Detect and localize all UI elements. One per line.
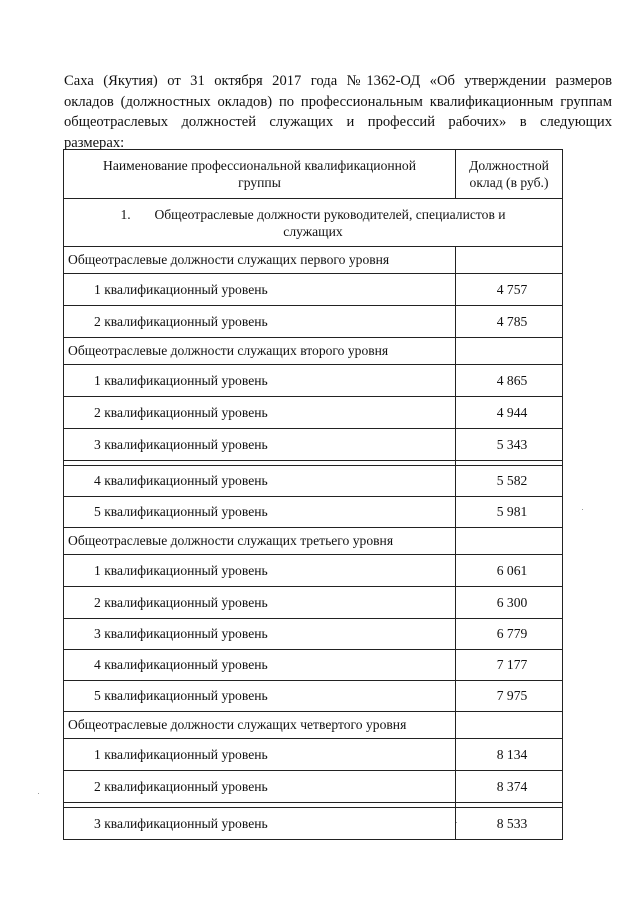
group-title: Общеотраслевые должности служащих первого уровня xyxy=(64,247,456,274)
table-row xyxy=(64,771,563,803)
salary-table xyxy=(63,149,563,840)
table-row xyxy=(64,712,563,739)
level-name: 5 квалификационный уровень xyxy=(64,497,456,528)
level-name: 3 квалификационный уровень xyxy=(64,429,456,461)
group-value-empty xyxy=(456,247,563,274)
level-salary: 5 582 xyxy=(456,466,563,497)
level-salary: 8 374 xyxy=(456,771,563,803)
scan-speck xyxy=(582,509,583,510)
intro-line: Саха (Якутия) от 31 октября 2017 года №1362-ОД «Об утверждении размеров xyxy=(64,73,612,89)
level-salary: 4 944 xyxy=(456,397,563,429)
section-title xyxy=(64,199,563,247)
level-name: 1 квалификационный уровень xyxy=(64,555,456,587)
table-row xyxy=(64,397,563,429)
table-row xyxy=(64,619,563,650)
intro-line: общеотраслевых должностей служащих и профессий рабочих» в следующих xyxy=(64,114,612,130)
level-salary: 8 533 xyxy=(456,808,563,840)
header-col1-line1: Наименование профессиональной квалификационной xyxy=(103,158,416,173)
table-row xyxy=(64,365,563,397)
header-col2-line2: оклад (в руб.) xyxy=(469,175,549,190)
level-salary: 6 300 xyxy=(456,587,563,619)
group-value-empty xyxy=(456,338,563,365)
level-salary: 5 343 xyxy=(456,429,563,461)
table-row xyxy=(64,497,563,528)
table-row xyxy=(64,587,563,619)
level-name: 5 квалификационный уровень xyxy=(64,681,456,712)
intro-paragraph xyxy=(64,71,612,153)
level-name: 2 квалификационный уровень xyxy=(64,397,456,429)
section-line1: Общеотраслевые должности руководителей, специалистов и xyxy=(154,206,506,222)
table-header-row xyxy=(64,150,563,199)
header-col1-line2: группы xyxy=(238,175,281,190)
table-row xyxy=(64,739,563,771)
level-salary: 7 975 xyxy=(456,681,563,712)
level-name: 3 квалификационный уровень xyxy=(64,619,456,650)
group-value-empty xyxy=(456,528,563,555)
table-row xyxy=(64,306,563,338)
intro-line: окладов (должностных окладов) по профессиональным квалификационным группам xyxy=(64,93,612,110)
group-title: Общеотраслевые должности служащих третьего уровня xyxy=(64,528,456,555)
table-row xyxy=(64,650,563,681)
level-name: 2 квалификационный уровень xyxy=(64,587,456,619)
table-row xyxy=(64,555,563,587)
group-value-empty xyxy=(456,712,563,739)
level-salary: 4 757 xyxy=(456,274,563,306)
scan-speck xyxy=(38,793,39,794)
table-row xyxy=(64,338,563,365)
scan-speck xyxy=(456,822,457,823)
level-salary: 8 134 xyxy=(456,739,563,771)
section-number: 1. xyxy=(120,206,131,222)
group-title: Общеотраслевые должности служащих второго уровня xyxy=(64,338,456,365)
level-salary: 6 061 xyxy=(456,555,563,587)
header-col2-line1: Должностной xyxy=(469,158,549,173)
table-row xyxy=(64,808,563,840)
section-row xyxy=(64,199,563,247)
table-row xyxy=(64,681,563,712)
section-line2: служащих xyxy=(283,223,343,239)
table-row xyxy=(64,528,563,555)
intro-line: размерах: xyxy=(64,134,125,151)
level-salary: 4 785 xyxy=(456,306,563,338)
level-salary: 5 981 xyxy=(456,497,563,528)
level-name: 2 квалификационный уровень xyxy=(64,771,456,803)
table-row xyxy=(64,466,563,497)
header-qualification-group xyxy=(64,150,456,199)
table-row xyxy=(64,274,563,306)
level-name: 1 квалификационный уровень xyxy=(64,274,456,306)
level-name: 4 квалификационный уровень xyxy=(64,466,456,497)
level-salary: 4 865 xyxy=(456,365,563,397)
table-row xyxy=(64,429,563,461)
level-salary: 6 779 xyxy=(456,619,563,650)
level-name: 1 квалификационный уровень xyxy=(64,365,456,397)
level-name: 3 квалификационный уровень xyxy=(64,808,456,840)
level-name: 4 квалификационный уровень xyxy=(64,650,456,681)
header-salary xyxy=(456,150,563,199)
level-name: 1 квалификационный уровень xyxy=(64,739,456,771)
level-salary: 7 177 xyxy=(456,650,563,681)
group-title: Общеотраслевые должности служащих четвертого уровня xyxy=(64,712,456,739)
table-row xyxy=(64,247,563,274)
level-name: 2 квалификационный уровень xyxy=(64,306,456,338)
